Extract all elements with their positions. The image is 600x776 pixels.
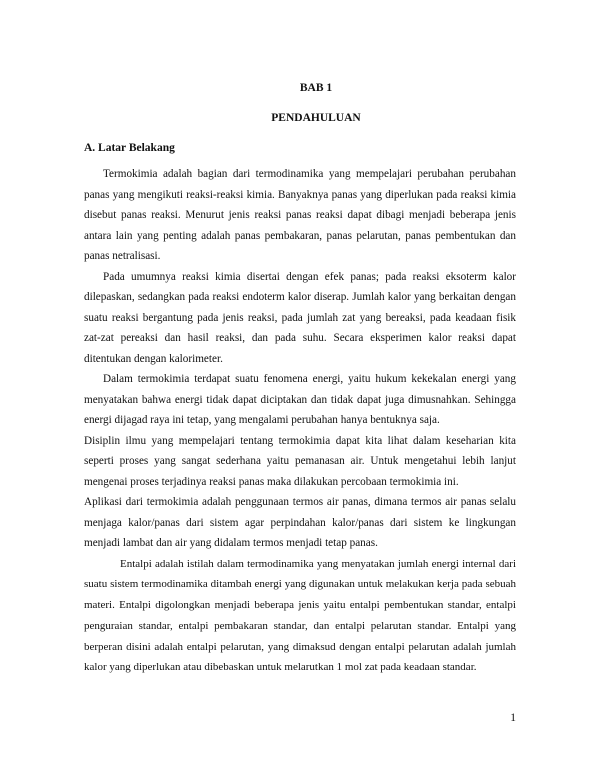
paragraph: Disiplin ilmu yang mempelajari tentang termokimia dapat kita lihat dalam keseharian kita seperti proses yang sangat sederhana yaitu pemanasan air. Untuk mengetahui lebih lanjut mengenai proses terjadinya reaksi panas maka dilakukan percobaan termokimia ini.: [84, 434, 516, 488]
paragraph: Dalam termokimia terdapat suatu fenomena energi, yaitu hukum kekekalan energi yang menyatakan bahwa energi tidak dapat diciptakan dan tidak dapat juga dimusnahkan. Sehingga energi dijagad raya ini tetap, yang mengalami perubahan hanya bentuknya saja.: [84, 373, 516, 426]
paragraph: Entalpi adalah istilah dalam termodinamika yang menyatakan jumlah energi internal dari suatu sistem termodinamika ditambah energi yang digunakan untuk melakukan kerja pada sebuah materi. Entalpi digolongkan menjadi beberapa jenis yaitu entalpi pembentukan standar, entalpi penguraian standar, entalpi pembakaran standar, dan entalpi pelarutan standar. Entalpi yang berperan disini adalah entalpi pelarutan, yang dimaksud dengan entalpi pelarutan adalah jumlah kalor yang diperlukan atau dibebaskan untuk melarutkan 1 mol zat pada keadaan standar.: [84, 557, 516, 674]
paragraph: Aplikasi dari termokimia adalah penggunaan termos air panas, dimana termos air panas selalu menjaga kalor/panas dari sistem agar perpindahan kalor/panas dari sistem ke lingkungan menjadi lambat dan air yang didalam termos menjadi tetap panas.: [84, 496, 516, 549]
page-number: 1: [510, 712, 516, 724]
section-heading: A. Latar Belakang: [84, 142, 175, 154]
paragraph: Termokimia adalah bagian dari termodinamika yang mempelajari perubahan perubahan panas yang mengikuti reaksi-reaksi kimia. Banyaknya panas yang diperlukan pada reaksi kimia disebut panas reaksi. Menurut jenis reaksi panas reaksi dapat dibagi menjadi beberapa jenis antara lain yang penting adalah panas pembakaran, panas pelarutan, panas pembentukan dan panas netralisasi.: [84, 168, 516, 262]
chapter-title: PENDAHULUAN: [271, 112, 361, 124]
paragraph: Pada umumnya reaksi kimia disertai dengan efek panas; pada reaksi eksoterm kalor dilepaskan, sedangkan pada reaksi endoterm kalor diserap. Jumlah kalor yang berkaitan dengan suatu reaksi bergantung pada jenis reaksi, pada jumlah zat yang bereaksi, pada keadaan fisik zat-zat pereaksi dan hasil reaksi, dan pada suhu. Secara eksperimen kalor reaksi dapat ditentukan dengan kalorimeter.: [84, 270, 516, 365]
body-text: [84, 164, 516, 678]
chapter-number: BAB 1: [299, 82, 333, 94]
